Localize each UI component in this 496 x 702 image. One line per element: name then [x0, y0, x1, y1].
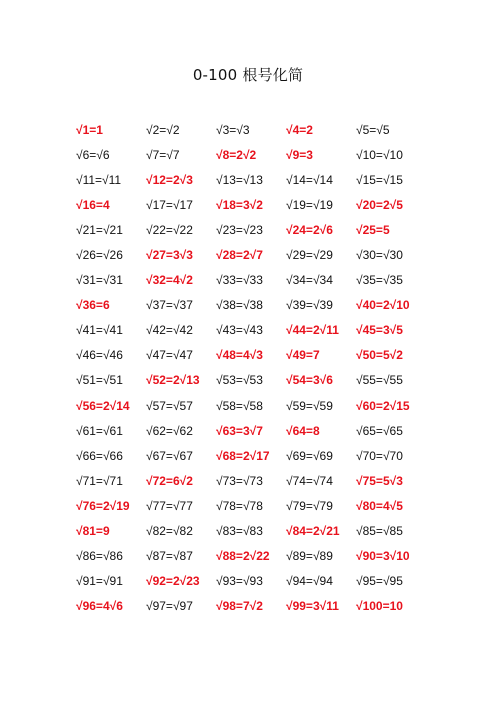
unchanged-root-cell: √31=√31 [76, 273, 123, 288]
table-row [76, 569, 436, 594]
unchanged-root-cell: √15=√15 [356, 172, 403, 187]
simplified-result-cell: √63=3√7 [216, 423, 263, 438]
unchanged-root-cell: √37=√37 [146, 298, 193, 313]
table-row [76, 418, 436, 443]
unchanged-root-cell: √85=√85 [356, 524, 403, 539]
simplified-result-cell: √100=10 [356, 599, 403, 614]
simplified-result-cell: √75=5√3 [356, 473, 403, 488]
table-row [76, 368, 436, 393]
table-row [76, 242, 436, 267]
simplified-result-cell: √16=4 [76, 197, 110, 212]
simplified-result-cell: √49=7 [286, 348, 320, 363]
unchanged-root-cell: √57=√57 [146, 398, 193, 413]
simplified-result-cell: √81=9 [76, 524, 110, 539]
simplified-result-cell: √56=2√14 [76, 398, 130, 413]
unchanged-root-cell: √66=√66 [76, 448, 123, 463]
unchanged-root-cell: √89=√89 [286, 549, 333, 564]
simplified-result-cell: √90=3√10 [356, 549, 410, 564]
table-row [76, 117, 436, 142]
unchanged-root-cell: √47=√47 [146, 348, 193, 363]
simplified-result-cell: √72=6√2 [146, 473, 193, 488]
table-row [76, 268, 436, 293]
simplified-result-cell: √92=2√23 [146, 574, 200, 589]
unchanged-root-cell: √3=√3 [216, 122, 250, 137]
table-row [76, 594, 436, 619]
unchanged-root-cell: √91=√91 [76, 574, 123, 589]
simplified-result-cell: √32=4√2 [146, 273, 193, 288]
unchanged-root-cell: √93=√93 [216, 574, 263, 589]
unchanged-root-cell: √10=√10 [356, 147, 403, 162]
simplified-result-cell: √9=3 [286, 147, 313, 162]
unchanged-root-cell: √33=√33 [216, 273, 263, 288]
table-row [76, 293, 436, 318]
unchanged-root-cell: √77=√77 [146, 498, 193, 513]
simplified-result-cell: √45=3√5 [356, 323, 403, 338]
unchanged-root-cell: √70=√70 [356, 448, 403, 463]
table-row [76, 393, 436, 418]
unchanged-root-cell: √55=√55 [356, 373, 403, 388]
simplified-result-cell: √12=2√3 [146, 172, 193, 187]
unchanged-root-cell: √42=√42 [146, 323, 193, 338]
simplified-result-cell: √80=4√5 [356, 498, 403, 513]
simplified-result-cell: √36=6 [76, 298, 110, 313]
simplified-result-cell: √76=2√19 [76, 498, 130, 513]
unchanged-root-cell: √2=√2 [146, 122, 180, 137]
simplified-result-cell: √18=3√2 [216, 197, 263, 212]
unchanged-root-cell: √73=√73 [216, 473, 263, 488]
table-row [76, 318, 436, 343]
unchanged-root-cell: √51=√51 [76, 373, 123, 388]
simplified-result-cell: √25=5 [356, 222, 390, 237]
simplified-result-cell: √28=2√7 [216, 248, 263, 263]
unchanged-root-cell: √87=√87 [146, 549, 193, 564]
unchanged-root-cell: √59=√59 [286, 398, 333, 413]
simplified-result-cell: √50=5√2 [356, 348, 403, 363]
table-row [76, 142, 436, 167]
unchanged-root-cell: √46=√46 [76, 348, 123, 363]
unchanged-root-cell: √21=√21 [76, 222, 123, 237]
simplified-result-cell: √4=2 [286, 122, 313, 137]
simplified-result-cell: √84=2√21 [286, 524, 340, 539]
page-title: 0-100 根号化简 [192, 66, 304, 84]
table-row [76, 493, 436, 518]
table-row [76, 192, 436, 217]
unchanged-root-cell: √35=√35 [356, 273, 403, 288]
unchanged-root-cell: √43=√43 [216, 323, 263, 338]
table-row [76, 544, 436, 569]
unchanged-root-cell: √11=√11 [76, 172, 122, 187]
unchanged-root-cell: √74=√74 [286, 473, 333, 488]
unchanged-root-cell: √6=√6 [76, 147, 110, 162]
simplified-result-cell: √54=3√6 [286, 373, 333, 388]
unchanged-root-cell: √23=√23 [216, 222, 263, 237]
simplified-result-cell: √98=7√2 [216, 599, 263, 614]
unchanged-root-cell: √79=√79 [286, 498, 333, 513]
unchanged-root-cell: √26=√26 [76, 248, 123, 263]
simplified-result-cell: √48=4√3 [216, 348, 263, 363]
simplified-result-cell: √20=2√5 [356, 197, 403, 212]
simplified-result-cell: √1=1 [76, 122, 103, 137]
simplified-result-cell: √44=2√11 [286, 323, 339, 338]
table-row [76, 519, 436, 544]
unchanged-root-cell: √78=√78 [216, 498, 263, 513]
unchanged-root-cell: √7=√7 [146, 147, 180, 162]
unchanged-root-cell: √83=√83 [216, 524, 263, 539]
simplified-result-cell: √24=2√6 [286, 222, 333, 237]
table-row [76, 343, 436, 368]
simplified-result-cell: √99=3√11 [286, 599, 339, 614]
unchanged-root-cell: √61=√61 [76, 423, 123, 438]
unchanged-root-cell: √30=√30 [356, 248, 403, 263]
unchanged-root-cell: √58=√58 [216, 398, 263, 413]
unchanged-root-cell: √82=√82 [146, 524, 193, 539]
unchanged-root-cell: √62=√62 [146, 423, 193, 438]
table-row [76, 217, 436, 242]
unchanged-root-cell: √17=√17 [146, 197, 193, 212]
simplified-result-cell: √96=4√6 [76, 599, 123, 614]
unchanged-root-cell: √19=√19 [286, 197, 333, 212]
unchanged-root-cell: √41=√41 [76, 323, 123, 338]
unchanged-root-cell: √86=√86 [76, 549, 123, 564]
unchanged-root-cell: √14=√14 [286, 172, 333, 187]
unchanged-root-cell: √39=√39 [286, 298, 333, 313]
simplified-result-cell: √60=2√15 [356, 398, 410, 413]
unchanged-root-cell: √5=√5 [356, 122, 390, 137]
unchanged-root-cell: √67=√67 [146, 448, 193, 463]
unchanged-root-cell: √97=√97 [146, 599, 193, 614]
simplified-result-cell: √8=2√2 [216, 147, 257, 162]
unchanged-root-cell: √71=√71 [76, 473, 123, 488]
unchanged-root-cell: √69=√69 [286, 448, 333, 463]
simplified-result-cell: √68=2√17 [216, 448, 270, 463]
simplified-result-cell: √88=2√22 [216, 549, 270, 564]
table-row [76, 468, 436, 493]
table-row [76, 167, 436, 192]
simplified-result-cell: √27=3√3 [146, 248, 193, 263]
unchanged-root-cell: √38=√38 [216, 298, 263, 313]
unchanged-root-cell: √95=√95 [356, 574, 403, 589]
unchanged-root-cell: √94=√94 [286, 574, 333, 589]
unchanged-root-cell: √13=√13 [216, 172, 263, 187]
simplified-result-cell: √40=2√10 [356, 298, 410, 313]
unchanged-root-cell: √22=√22 [146, 222, 193, 237]
simplified-result-cell: √64=8 [286, 423, 320, 438]
unchanged-root-cell: √34=√34 [286, 273, 333, 288]
simplified-result-cell: √52=2√13 [146, 373, 200, 388]
sqrt-table [76, 117, 436, 619]
unchanged-root-cell: √65=√65 [356, 423, 403, 438]
table-row [76, 443, 436, 468]
unchanged-root-cell: √53=√53 [216, 373, 263, 388]
unchanged-root-cell: √29=√29 [286, 248, 333, 263]
